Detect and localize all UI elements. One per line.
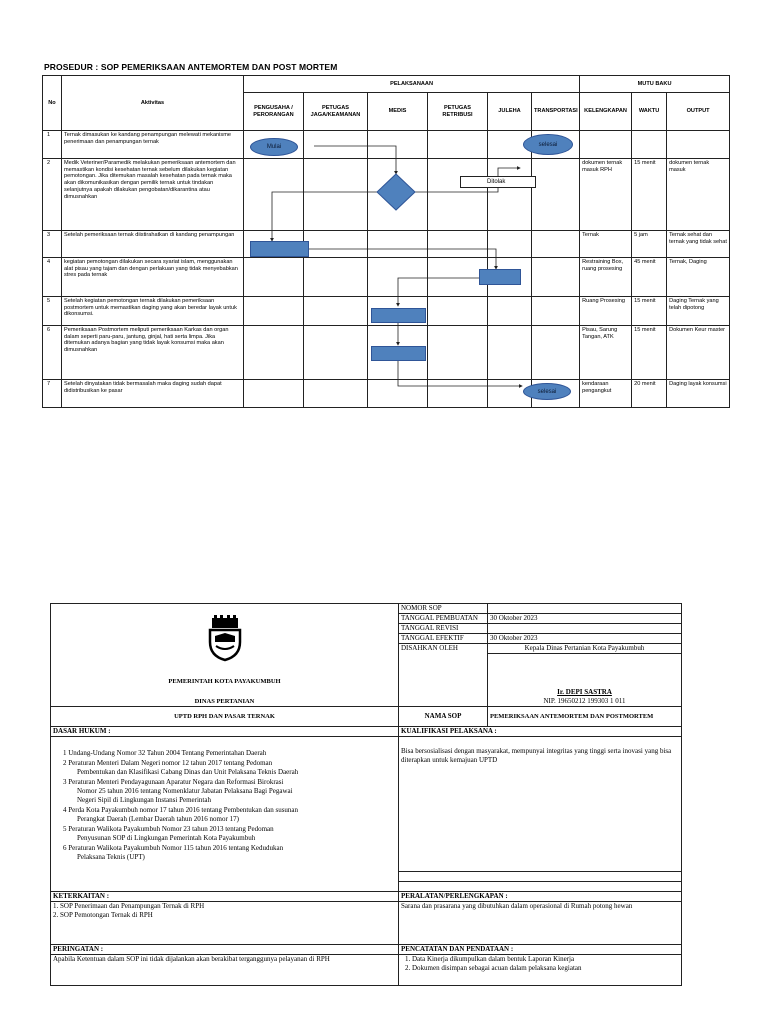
peringatan-heading: PERINGATAN :	[51, 945, 399, 955]
signatory-nip: NIP. 19650212 199303 1 011	[488, 697, 682, 707]
row-output: dokumen ternak masuk	[667, 159, 730, 231]
city-emblem-icon	[190, 612, 260, 662]
row-kelengkapan: Ternak	[580, 231, 632, 258]
connector-line	[272, 192, 378, 241]
value-tanggal-pembuatan: 30 Oktober 2023	[488, 614, 682, 624]
start-terminal: Mulai	[250, 138, 298, 156]
connector-line	[398, 278, 479, 306]
row-kelengkapan: dokumen ternak masuk RPH	[580, 159, 632, 231]
keterkaitan-item: 1. SOP Penerimaan dan Penampungan Ternak di RPH	[53, 902, 205, 911]
kualifikasi-heading: KUALIFIKASI PELAKSANA :	[399, 727, 682, 737]
decision-diamond	[377, 174, 415, 210]
peralatan-heading: PERALATAN/PERLENGKAPAN :	[399, 892, 682, 902]
row-activity: Setelah kegiatan pemotongan ternak dilakukan pemeriksaan postmortem untuk memastikan daging yang akan beredar layak untuk dikonsumsi.	[62, 297, 244, 326]
org-header-cell	[51, 604, 399, 707]
end-terminal-bottom: selesai	[523, 383, 571, 400]
dasar-hukum-heading: DASAR HUKUM :	[51, 727, 399, 737]
row-number: 2	[43, 159, 62, 231]
process-box-step3	[250, 241, 309, 257]
row-kelengkapan: Pisau, Sarung Tangan, ATK	[580, 326, 632, 380]
page-title: PROSEDUR : SOP PEMERIKSAAN ANTEMORTEM DAN POST MORTEM	[44, 62, 338, 72]
col-header-no: No	[43, 76, 62, 131]
row-waktu: 45 menit	[632, 258, 667, 297]
row-waktu: 15 menit	[632, 297, 667, 326]
row-activity: Medik Veteriner/Paramedik melakukan pemeriksaan antemortem dan memastikan kondisi kesehatan ternak sebelum dilakukan kegiatan pemotongan. Jika ditemukan masalah kesehatan pada ternak maka akan dikomunikasikan dengan pemilik ternak untuk tindakan selanjutnya apakah dilakukan pengobatan/dikarantina atau dimusnahkan	[62, 159, 244, 231]
label-tanggal-revisi: TANGGAL REVISI	[399, 624, 488, 634]
row-output: Dokumen Keur master	[667, 326, 730, 380]
row-number: 3	[43, 231, 62, 258]
value-nomor-sop	[488, 604, 682, 614]
row-number: 7	[43, 380, 62, 408]
col-header-waktu: WAKTU	[632, 93, 667, 131]
pencatatan-item: 1. Data Kinerja dikumpulkan dalam bentuk Laporan Kinerja	[405, 955, 575, 964]
law-item: 3 Peraturan Menteri Pendayagunaan Aparatur Negara dan Reformasi Birokrasi	[63, 777, 284, 786]
col-header-petugas-jaga: PETUGAS JAGA/KEAMANAN	[304, 93, 368, 131]
connector-line	[309, 249, 496, 269]
label-tanggal-efektif: TANGGAL EFEKTIF	[399, 634, 488, 644]
org-dinas: DINAS PERTANIAN	[194, 698, 255, 706]
row-number: 6	[43, 326, 62, 380]
process-box-step5	[371, 308, 426, 323]
kualifikasi-text: Bisa bersosialisasi dengan masyarakat, mempunyai integritas yang tinggi serta inovasi yang bisa diterapkan untuk kemajuan UPTD	[399, 737, 682, 872]
row-number: 1	[43, 131, 62, 159]
row-kelengkapan: kendaraan pengangkut	[580, 380, 632, 408]
label-nama-sop: NAMA SOP	[399, 707, 488, 727]
org-pemerintah: PEMERINTAH KOTA PAYAKUMBUH	[168, 678, 281, 685]
law-item: Penyusunan SOP di Lingkungan Pemerintah Kota Payakumbuh	[77, 834, 256, 843]
label-tanggal-pembuatan: TANGGAL PEMBUATAN	[399, 614, 488, 624]
law-item: Pembentukan dan Klasifikasi Cabang Dinas dan Unit Pelaksana Teknis Daerah	[77, 768, 299, 777]
connector-line	[314, 146, 396, 174]
keterkaitan-item: 2. SOP Pemotongan Ternak di RPH	[53, 911, 153, 919]
connector-line	[398, 360, 522, 386]
label-disahkan-oleh: DISAHKAN OLEH	[399, 644, 488, 707]
col-header-pelaksanaan: PELAKSANAAN	[244, 76, 580, 93]
row-output: Daging layak konsumsi	[667, 380, 730, 408]
keterkaitan-heading: KETERKAITAN :	[51, 892, 399, 902]
signatory-name: Ir. DEPI SASTRA	[488, 688, 682, 697]
process-box-step4	[479, 269, 521, 285]
org-unit: UPTD RPH DAN PASAR TERNAK	[51, 707, 399, 727]
value-tanggal-revisi	[488, 624, 682, 634]
col-header-output: OUTPUT	[667, 93, 730, 131]
pencatatan-body	[399, 955, 682, 986]
row-activity: Pemeriksaan Postmortem meliputi pemeriksaan Karkas dan organ dalam seperti paru-paru, jantung, ginjal, hati serta limpa. Jika ditemukan adanya bagian yang tidak layak konsumsi maka akan dimusnahkan	[62, 326, 244, 380]
law-item: 5 Peraturan Walikota Payakumbuh Nomor 23 tahun 2013 tentang Pedoman	[63, 824, 274, 833]
value-nama-sop: PEMERIKSAAN ANTEMORTEM DAN POSTMORTEM	[488, 707, 682, 727]
col-header-aktivitas: Aktivitas	[62, 76, 244, 131]
end-terminal-top: selesai	[523, 134, 573, 155]
row-output: Daging Ternak yang telah dipotong	[667, 297, 730, 326]
law-item: 4 Perda Kota Payakumbuh nomor 17 tahun 2016 tentang Pembentukan dan susunan	[63, 805, 299, 814]
row-waktu: 15 menit	[632, 159, 667, 231]
law-item: Perangkat Daerah (Lembar Daerah tahun 2016 nomor 17)	[77, 815, 239, 824]
law-item: 2 Peraturan Menteri Dalam Negeri nomor 12 tahun 2017 tentang Pedoman	[63, 758, 273, 767]
row-output: Ternak sehat dan ternak yang tidak sehat	[667, 231, 730, 258]
row-activity: Setelah dinyatakan tidak bermasalah maka daging sudah dapat didistribusikan ke pasar	[62, 380, 244, 408]
law-item: 6 Peraturan Walikota Payakumbuh Nomor 115 tahun 2016 tentang Kedudukan	[63, 843, 284, 852]
col-header-mutu-baku: MUTU BAKU	[580, 76, 730, 93]
row-activity: Ternak dimasukan ke kandang penampungan melewati mekanisme penerimaan dan penampungan ternak	[62, 131, 244, 159]
row-kelengkapan: Restraining Box, ruang prosesing	[580, 258, 632, 297]
row-waktu: 20 menit	[632, 380, 667, 408]
dasar-hukum-body	[51, 737, 399, 892]
row-activity: Setelah pemeriksaan ternak diistirahatkan di kandang penampungan	[62, 231, 244, 258]
row-kelengkapan: Ruang Prosesing	[580, 297, 632, 326]
row-number: 4	[43, 258, 62, 297]
law-item: Nomor 25 tahun 2016 tentang Nomenklatur Jabatan Pelaksana Bagi Pegawai	[77, 787, 293, 795]
peringatan-text: Apabila Ketentuan dalam SOP ini tidak dijalankan akan berakibat terganggunya pelayanan di RPH	[51, 955, 399, 986]
law-item: 1 Undang-Undang Nomor 32 Tahun 2004 Tentang Pemerintahan Daerah	[63, 749, 267, 758]
value-tanggal-efektif: 30 Oktober 2023	[488, 634, 682, 644]
label-nomor-sop: NOMOR SOP	[399, 604, 488, 614]
row-output: Ternak, Daging	[667, 258, 730, 297]
law-item: Negeri Sipil di Lingkungan Instansi Pemerintah	[77, 796, 211, 805]
rejected-label: Ditolak	[460, 176, 536, 188]
row-waktu: 5 jam	[632, 231, 667, 258]
process-box-step6	[371, 346, 426, 361]
col-header-pengusaha: PENGUSAHA / PERORANGAN	[244, 93, 304, 131]
flowchart-overlay	[0, 0, 768, 420]
col-header-transportasi: TRANSPORTASI	[532, 93, 580, 131]
row-waktu: 15 menit	[632, 326, 667, 380]
pencatatan-heading: PENCATATAN DAN PENDATAAN :	[399, 945, 682, 955]
value-disahkan-oleh: Kepala Dinas Pertanian Kota Payakumbuh	[488, 644, 682, 654]
pencatatan-item: 2. Dokumen disimpan sebagai acuan dalam pelaksana kegiatan	[405, 964, 582, 972]
row-number: 5	[43, 297, 62, 326]
city-emblem	[53, 604, 396, 662]
row-activity: kegiatan pemotongan dilakukan secara syariat islam, menggunakan alat pisau yang tajam dan dengan perlakuan yang tidak menyebabkan stres pada ternak	[62, 258, 244, 297]
keterkaitan-body	[51, 902, 399, 945]
col-header-petugas-retribusi: PETUGAS RETRIBUSI	[428, 93, 488, 131]
sop-identity-sheet	[50, 603, 682, 986]
col-header-juleha: JULEHA	[488, 93, 532, 131]
peralatan-text: Sarana dan prasarana yang dibutuhkan dalam operasional di Rumah potong hewan	[399, 902, 682, 945]
law-item: Pelaksana Teknis (UPT)	[77, 853, 145, 862]
col-header-kelengkapan: KELENGKAPAN	[580, 93, 632, 131]
col-header-medis: MEDIS	[368, 93, 428, 131]
